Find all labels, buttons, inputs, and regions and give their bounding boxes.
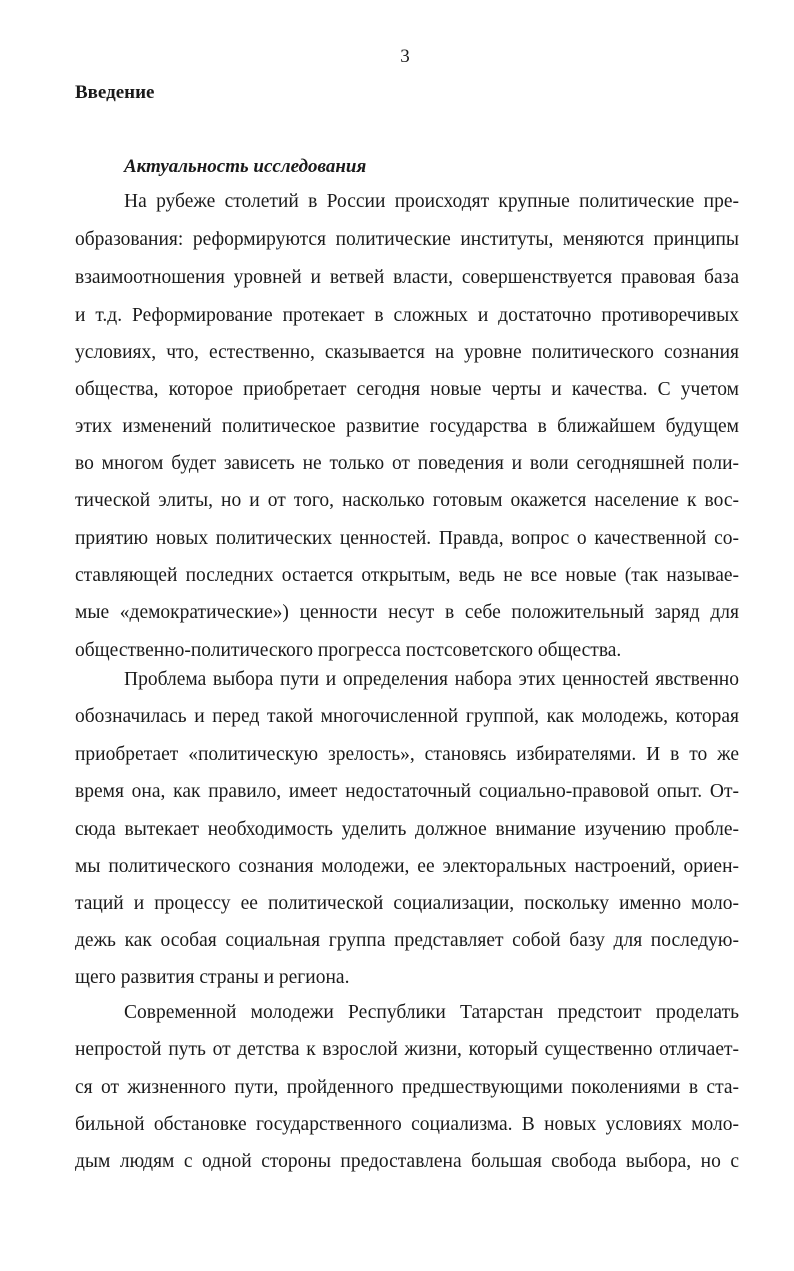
text-line: таций и процессу ее политической социализации, поскольку именно моло-	[75, 893, 739, 914]
text-line: На рубеже столетий в России происходят крупные политические пре-	[124, 191, 739, 212]
text-line: и т.д. Реформирование протекает в сложных и достаточно противоречивых	[75, 305, 739, 326]
text-line: ся от жизненного пути, пройденного предшествующими поколениями в ста-	[75, 1077, 739, 1098]
text-line: время она, как правило, имеет недостаточный социально-правовой опыт. От-	[75, 781, 739, 802]
text-line: мые «демократические») ценности несут в себе положительный заряд для	[75, 602, 739, 623]
text-line: общественно-политического прогресса постсоветского общества.	[75, 640, 622, 661]
text-line: дым людям с одной стороны предоставлена большая свобода выбора, но с	[75, 1151, 739, 1172]
text-line: сюда вытекает необходимость уделить должное внимание изучению пробле-	[75, 819, 739, 840]
text-line: Современной молодежи Республики Татарстан предстоит проделать	[124, 1002, 739, 1023]
text-line: ставляющей последних остается открытым, ведь не все новые (так называе-	[75, 565, 739, 586]
text-line: непростой путь от детства к взрослой жизни, который существенно отличает-	[75, 1039, 739, 1060]
text-line: образования: реформируются политические институты, меняются принципы	[75, 229, 739, 250]
text-line: Проблема выбора пути и определения набора этих ценностей явственно	[124, 669, 739, 690]
text-line: обозначилась и перед такой многочисленной группой, как молодежь, которая	[75, 706, 739, 727]
text-line: тической элиты, но и от того, насколько готовым окажется население к вос-	[75, 490, 739, 511]
text-line: дежь как особая социальная группа представляет собой базу для последую-	[75, 930, 739, 951]
text-line: бильной обстановке государственного социализма. В новых условиях моло-	[75, 1114, 739, 1135]
text-line: щего развития страны и региона.	[75, 967, 350, 988]
text-line: общества, которое приобретает сегодня новые черты и качества. С учетом	[75, 379, 739, 400]
text-line: приобретает «политическую зрелость», становясь избирателями. И в то же	[75, 744, 739, 765]
page-number: 3	[400, 46, 410, 67]
text-line: мы политического сознания молодежи, ее электоральных настроений, ориен-	[75, 856, 739, 877]
section-heading: Введение	[75, 82, 155, 103]
text-line: приятию новых политических ценностей. Правда, вопрос о качественной со-	[75, 528, 739, 549]
text-line: взаимоотношения уровней и ветвей власти, совершенствуется правовая база	[75, 267, 739, 288]
subsection-heading: Актуальность исследования	[124, 156, 367, 177]
text-line: во многом будет зависеть не только от поведения и воли сегодняшней поли-	[75, 453, 739, 474]
text-line: условиях, что, естественно, сказывается на уровне политического сознания	[75, 342, 739, 363]
text-line: этих изменений политическое развитие государства в ближайшем будущем	[75, 416, 739, 437]
